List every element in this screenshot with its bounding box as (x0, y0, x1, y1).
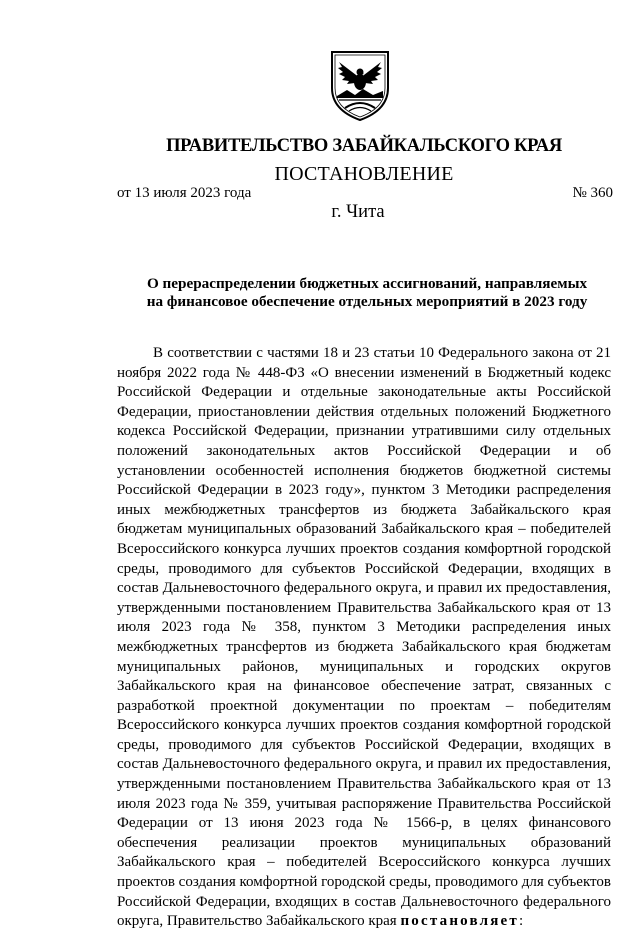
authority-title: ПРАВИТЕЛЬСТВО ЗАБАЙКАЛЬСКОГО КРАЯ (166, 136, 562, 156)
heading-line-1: О перераспределении бюджетных ассигнований, направляемых (146, 275, 588, 292)
document-city: г. Чита (331, 202, 385, 222)
heading-line-2: на финансовое обеспечение отдельных мероприятий в 2023 году (146, 293, 588, 310)
document-date: от 13 июля 2023 года (117, 185, 252, 201)
resolves-word: постановляет (400, 913, 519, 930)
coat-of-arms-icon (327, 48, 393, 122)
document-body (117, 344, 611, 932)
resolves-colon: : (518, 913, 524, 930)
document-heading (132, 275, 602, 311)
body-paragraph: В соответствии с частями 18 и 23 статьи 10 Федерального закона от 21 ноября 2022 года № 448-ФЗ «О внесении изменений в Бюджетный кодекс Российской Федерации и отдельные законодательные акты Российской Федерации, приостановлении действия отдельных положений Бюджетного кодекса Российской Федерации, признании утратившими силу отдельных положений законодательных актов Российской Федерации и об установлении особенностей исполнения бюджетов бюджетной системы Российской Федерации в 2023 году», пунктом 3 Методики распределения иных межбюджетных трансфертов из бюджета Забайкальского края бюджетам муниципальных образований Забайкальского края – победителей Всероссийского конкурса лучших проектов создания комфортной городской среды, проводимого для субъектов Российской Федерации, входящих в состав Дальневосточного федерального округа, и правил их предоставления, утвержденными постановлением Правительства Забайкальского края от 13 июля 2023 года № 358, пунктом 3 Методики распределения иных межбюджетных трансфертов из бюджета Забайкальского края бюджетам муниципальных районов, муниципальных и городских округов Забайкальского края на финансовое обеспечение затрат, связанных с разработкой проектной документации по проектам – победителям Всероссийского конкурса лучших проектов создания комфортной городской среды, проводимого для субъектов Российской Федерации, входящих в состав Дальневосточного федерального округа, и правил их предоставления, утвержденными постановлением Правительства Забайкальского края от 13 июля 2023 года № 359, учитывая распоряжение Правительства Российской Федерации от 13 июня 2023 года № 1566-р, в целях финансового обеспечения реализации проектов муниципальных образований Забайкальского края – победителей Всероссийского конкурса лучших проектов создания комфортной городской среды, проводимого для субъектов Российской Федерации, входящих в состав Дальневосточного федерального округа, Правительство Забайкальского края (117, 345, 611, 930)
document-type: ПОСТАНОВЛЕНИЕ (274, 163, 454, 185)
document-number: № 360 (572, 185, 613, 201)
